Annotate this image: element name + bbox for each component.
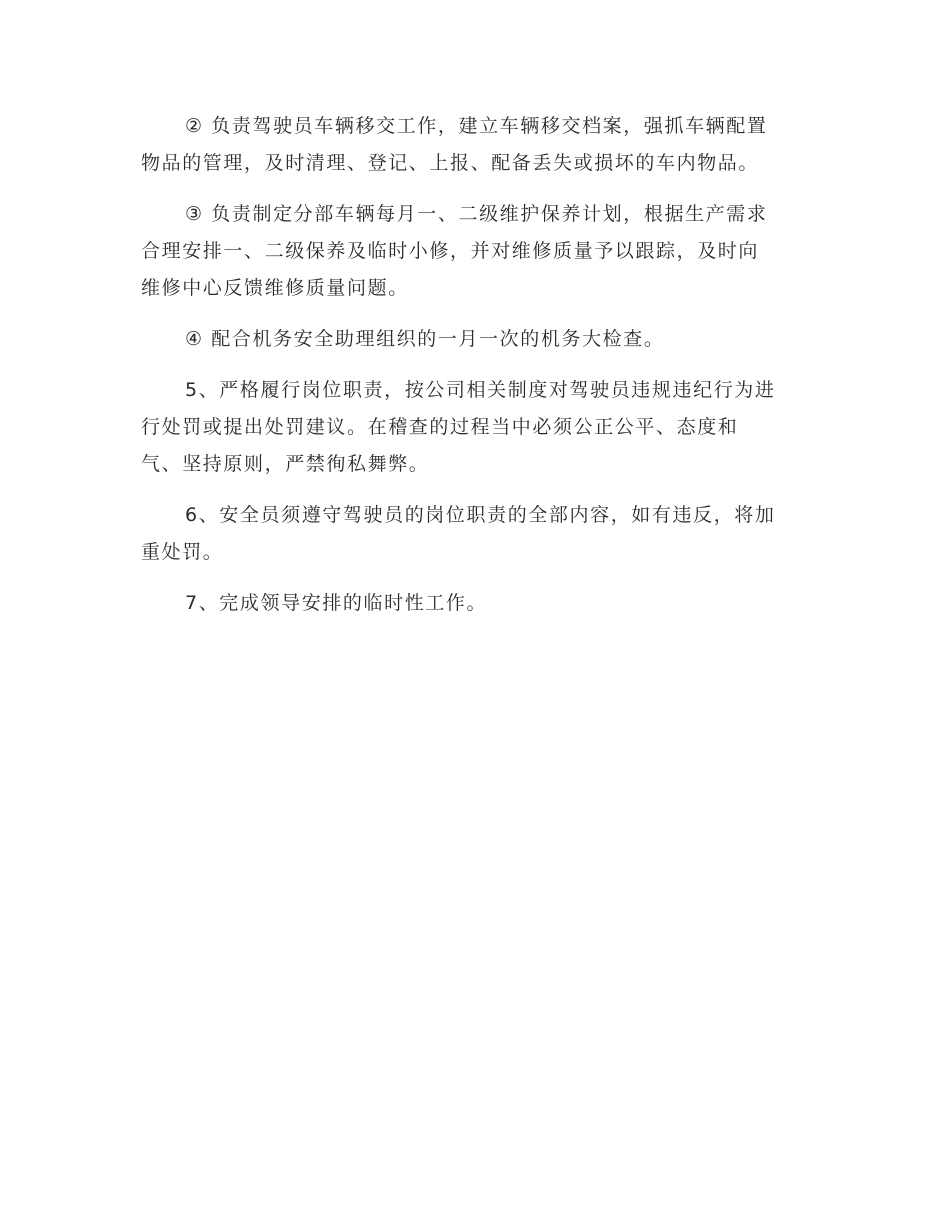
text-line: 物品的管理，及时清理、登记、上报、配备丢失或损坏的车内物品。 xyxy=(141,152,760,174)
text-line: 6、安全员须遵守驾驶员的岗位职责的全部内容，如有违反，将加 xyxy=(185,504,776,526)
text-line: ② 负责驾驶员车辆移交工作，建立车辆移交档案，强抓车辆配置 xyxy=(185,115,768,137)
paragraph-item-3-maintenance xyxy=(141,196,807,307)
text-line: 7、完成领导安排的临时性工作。 xyxy=(185,592,488,614)
paragraph-item-4-inspection xyxy=(141,321,807,358)
text-line: ④ 配合机务安全助理组织的一月一次的机务大检查。 xyxy=(185,328,665,350)
paragraph-item-6-safety xyxy=(141,497,807,571)
text-line: 重处罚。 xyxy=(141,541,224,563)
text-line: 合理安排一、二级保养及临时小修，并对维修质量予以跟踪，及时向 xyxy=(141,240,760,262)
paragraph-item-7-temporary-work xyxy=(141,585,807,622)
paragraph-item-5-duties xyxy=(141,372,807,483)
text-line: 5、严格履行岗位职责，按公司相关制度对驾驶员违规违纪行为进 xyxy=(185,379,776,401)
document-body xyxy=(141,108,807,636)
text-line: 气、坚持原则，严禁徇私舞弊。 xyxy=(141,453,430,475)
text-line: 维修中心反馈维修质量问题。 xyxy=(141,277,409,299)
text-line: ③ 负责制定分部车辆每月一、二级维护保养计划，根据生产需求 xyxy=(185,203,768,225)
text-line: 行处罚或提出处罚建议。在稽查的过程当中必须公正公平、态度和 xyxy=(141,416,739,438)
paragraph-item-2-handover xyxy=(141,108,807,182)
